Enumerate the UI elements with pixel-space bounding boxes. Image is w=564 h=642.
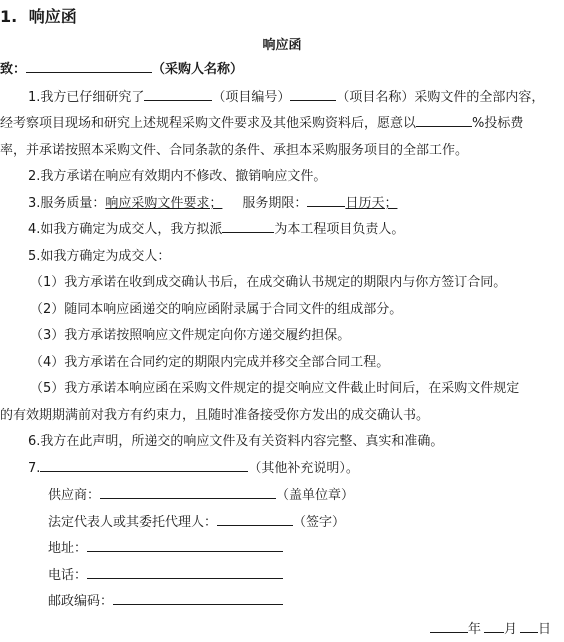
day-label: 日 bbox=[538, 622, 552, 637]
p3-label-period: 服务期限： bbox=[242, 196, 308, 211]
paragraph-5-item-4: （4）我方承诺在合同约定的期限内完成并移交全部合同工程。 bbox=[30, 355, 390, 370]
representative-blank[interactable] bbox=[217, 511, 293, 526]
postcode-label: 邮政编码： bbox=[48, 594, 114, 609]
p1-percent-text: %投标费 bbox=[472, 116, 524, 131]
paragraph-2: 2.我方承诺在响应有效期内不修改、撤销响应文件。 bbox=[28, 169, 327, 184]
section-heading bbox=[0, 4, 77, 27]
service-period-unit: 日历天； bbox=[345, 196, 398, 211]
section-number: 1. bbox=[0, 7, 18, 26]
bid-rate-blank[interactable] bbox=[416, 112, 472, 127]
year-label: 年 bbox=[468, 622, 482, 637]
phone-blank[interactable] bbox=[87, 564, 283, 579]
address-label: 地址： bbox=[48, 541, 88, 556]
document-title: 响应函 bbox=[262, 38, 302, 53]
service-period-blank[interactable] bbox=[307, 192, 345, 207]
paragraph-5-item-1: （1）我方承诺在收到成交确认书后，在成交确认书规定的期限内与你方签订合同。 bbox=[30, 275, 507, 290]
paragraph-5-item-2: （2）随同本响应函递交的响应函附录属于合同文件的组成部分。 bbox=[30, 302, 403, 317]
project-manager-blank[interactable] bbox=[222, 218, 274, 233]
year-blank[interactable] bbox=[430, 618, 468, 633]
paragraph-1-line-2 bbox=[0, 112, 523, 131]
postcode-blank[interactable] bbox=[113, 590, 283, 605]
project-name-blank[interactable] bbox=[290, 86, 336, 101]
project-number-blank[interactable] bbox=[144, 86, 212, 101]
p1-text-a: 1.我方已仔细研究了 bbox=[28, 90, 145, 105]
phone-label: 电话： bbox=[48, 568, 88, 583]
salutation-suffix: （采购人名称） bbox=[152, 62, 244, 77]
month-label: 月 bbox=[504, 622, 518, 637]
salutation-prefix: 致： bbox=[0, 62, 27, 77]
month-blank[interactable] bbox=[484, 618, 504, 633]
representative-row bbox=[48, 511, 345, 530]
supplier-label: 供应商： bbox=[48, 488, 101, 503]
paragraph-4 bbox=[28, 218, 404, 237]
p4-text-a: 4.如我方确定为成交人，我方拟派 bbox=[28, 222, 223, 237]
paragraph-5: 5.如我方确定为成交人： bbox=[28, 249, 171, 264]
date-line bbox=[430, 618, 551, 637]
paragraph-5-item-5-line-2: 的有效期期满前对我方有约束力，且随时准备接受你方发出的成交确认书。 bbox=[0, 408, 430, 423]
paragraph-1-line-3: 率，并承诺按照本采购文件、合同条款的条件、承担本采购服务项目的全部工作。 bbox=[0, 143, 469, 158]
paragraph-5-item-5-line-1: （5）我方承诺本响应函在采购文件规定的提交响应文件截止时间后，在采购文件规定 bbox=[30, 381, 520, 396]
other-notes-blank[interactable] bbox=[40, 457, 248, 472]
supplier-row bbox=[48, 484, 354, 503]
paragraph-3 bbox=[28, 192, 397, 211]
p1-line2-text: 经考察项目现场和研究上述规程采购文件要求及其他采购资料后，愿意以 bbox=[0, 116, 417, 131]
service-quality-value: 响应采购文件要求； bbox=[105, 196, 223, 211]
phone-row bbox=[48, 564, 283, 583]
paragraph-1-line-1 bbox=[28, 86, 544, 105]
p7-text: （其他补充说明）。 bbox=[248, 461, 359, 476]
paragraph-5-item-3: （3）我方承诺按照响应文件规定向你方递交履约担保。 bbox=[30, 328, 351, 343]
paragraph-7 bbox=[28, 457, 359, 476]
section-heading-text: 响应函 bbox=[28, 7, 77, 26]
p1-text-b: （项目编号） bbox=[212, 90, 291, 105]
representative-sign-note: （签字） bbox=[293, 515, 346, 530]
supplier-blank[interactable] bbox=[100, 484, 276, 499]
salutation-line bbox=[0, 58, 243, 77]
representative-label: 法定代表人或其委托代理人： bbox=[48, 515, 218, 530]
address-row bbox=[48, 537, 283, 556]
paragraph-6: 6.我方在此声明，所递交的响应文件及有关资料内容完整、真实和准确。 bbox=[28, 434, 444, 449]
day-blank[interactable] bbox=[520, 618, 538, 633]
p7-number: 7. bbox=[28, 461, 41, 476]
p3-label-quality: 3.服务质量： bbox=[28, 196, 106, 211]
supplier-seal-note: （盖单位章） bbox=[276, 488, 355, 503]
postcode-row bbox=[48, 590, 283, 609]
p1-text-c: （项目名称）采购文件的全部内容， bbox=[336, 90, 545, 105]
address-blank[interactable] bbox=[87, 537, 283, 552]
p4-text-b: 为本工程项目负责人。 bbox=[274, 222, 405, 237]
purchaser-name-blank[interactable] bbox=[26, 58, 152, 73]
